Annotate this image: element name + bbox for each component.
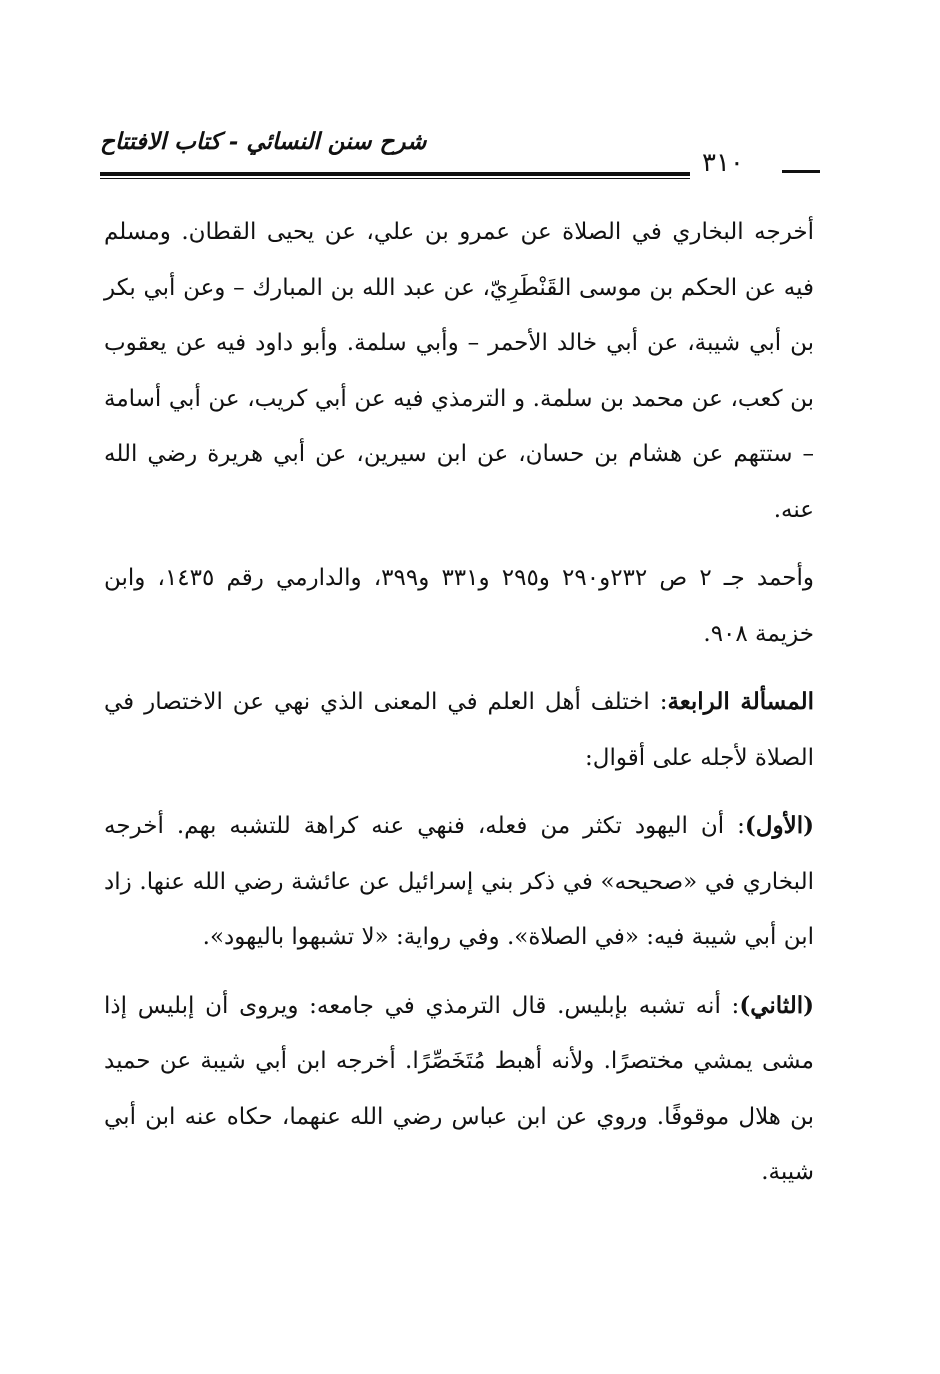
paragraph-text: : أن اليهود تكثر من فعله، فنهي عنه كراهة للتشبه بهم. أخرجه البخاري في «صحيحه» في ذكر بني إسرائيل عن عائشة رضي الله عنها. زاد ابن أبي شيبة فيه: «في الصلاة». وفي رواية: «لا تشبهوا باليهود». [104, 813, 814, 950]
paragraph-takhrij [104, 204, 814, 538]
page-header [100, 128, 820, 188]
paragraph-second-opinion [104, 978, 814, 1201]
paragraph-lead: (الأول) [744, 812, 814, 839]
paragraph-text: وأحمد جـ ٢ ص ٢٣٢و٢٩٠ و٢٩٥ و٣٣١ و٣٩٩، والدارمي رقم ١٤٣٥، وابن خزيمة ٩٠٨. [104, 565, 814, 647]
paragraph-text: : اختلف أهل العلم في المعنى الذي نهي عن الاختصار في الصلاة لأجله على أقوال: [104, 689, 814, 771]
page-number-dash [782, 170, 820, 173]
paragraph-references [104, 550, 814, 662]
paragraph-text: : أنه تشبه بإبليس. قال الترمذي في جامعه: ويروى أن إبليس إذا مشى يمشي مختصرًا. ولأنه أهبط مُتَخَصِّرًا. أخرجه ابن أبي شيبة عن حميد بن هلال موقوفًا. وروي عن ابن عباس رضي الله عنهما، حكاه عنه ابن أبي شيبة. [104, 992, 814, 1185]
paragraph-fourth-issue [104, 674, 814, 786]
paragraph-lead: (الثاني) [739, 991, 814, 1019]
page-number: ٣١٠ [702, 148, 744, 178]
text-body [104, 204, 814, 1213]
running-title: شرح سنن النسائي - كتاب الافتتاح [100, 128, 427, 155]
paragraph-lead: المسألة الرابعة [667, 688, 814, 715]
paragraph-text: أخرجه البخاري في الصلاة عن عمرو بن علي، عن يحيى القطان. ومسلم فيه عن الحكم بن موسى القَنْطَرِيّ، عن عبد الله بن المبارك – وعن أبي بكر بن أبي شيبة، عن أبي خالد الأحمر – وأبي سلمة. وأبو داود فيه عن يعقوب بن كعب، عن محمد بن سلمة. و الترمذي فيه عن أبي كريب، عن أبي أسامة – ستتهم عن هشام بن حسان، عن ابن سيرين، عن أبي هريرة رضي الله عنه. [104, 219, 814, 523]
paragraph-first-opinion [104, 798, 814, 966]
header-rule [100, 172, 690, 179]
